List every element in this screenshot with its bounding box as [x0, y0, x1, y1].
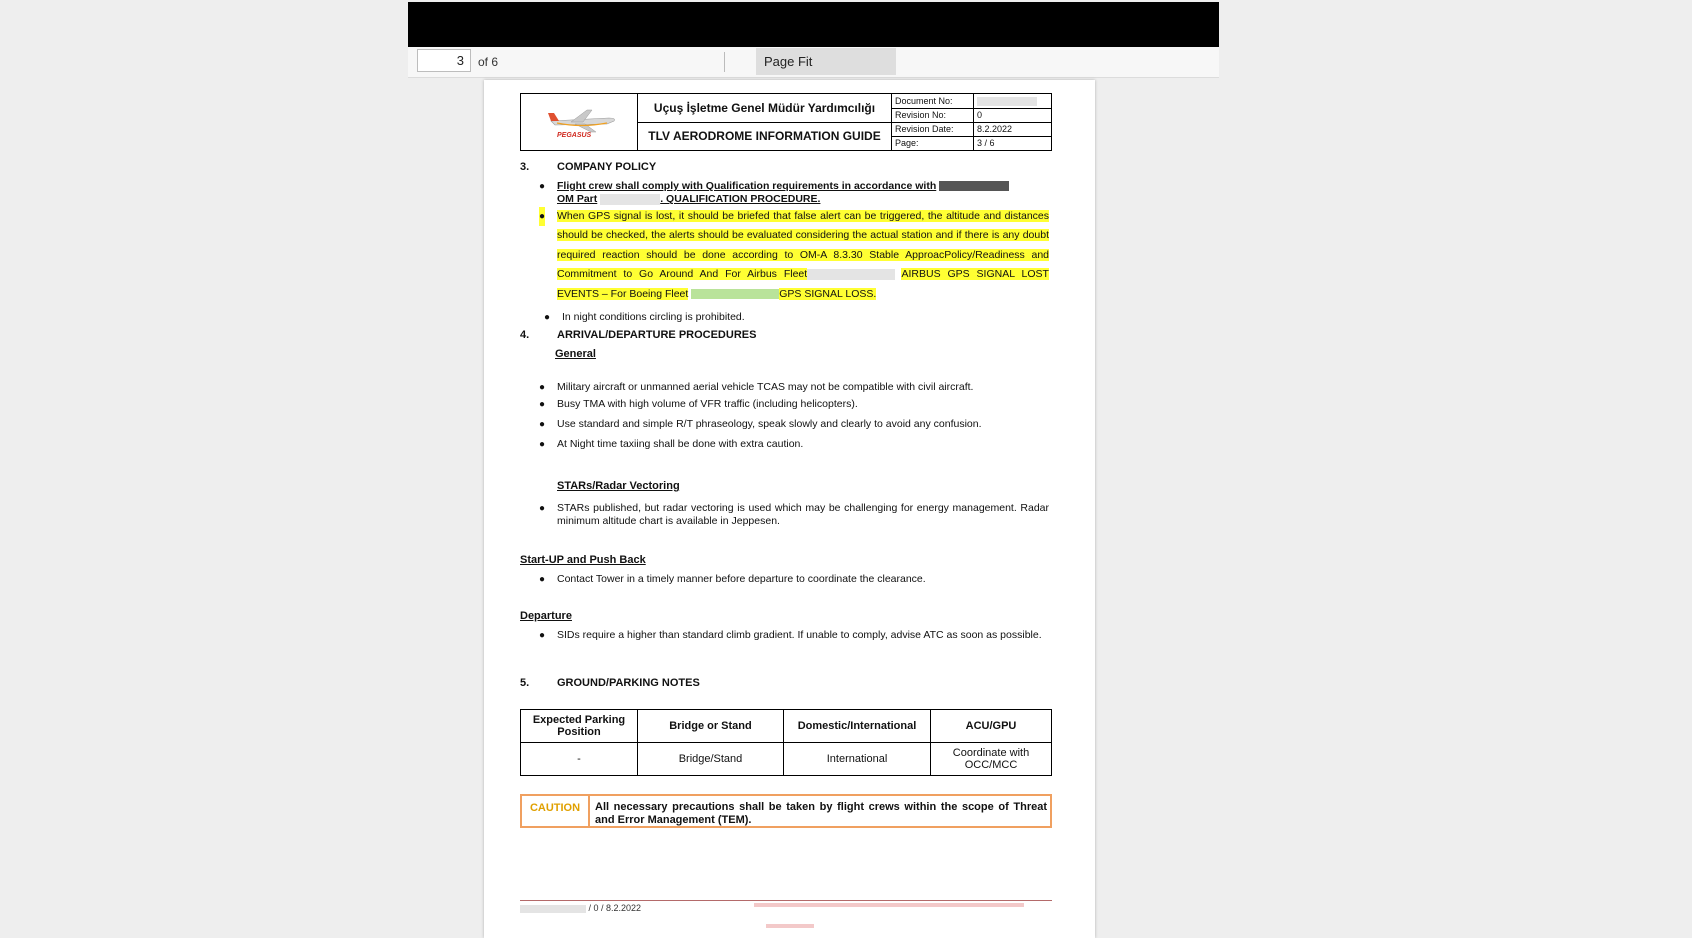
- list-item: ● Busy TMA with high volume of VFR traffic (including helicopters).: [539, 398, 858, 410]
- airplane-logo-icon: [521, 94, 637, 150]
- bullet-icon: ●: [539, 574, 546, 585]
- bullet-icon: ●: [539, 181, 546, 192]
- bullet-icon: ●: [539, 439, 546, 450]
- meta-document-no: Document No:: [892, 94, 1052, 109]
- document-subtitle: TLV AERODROME INFORMATION GUIDE: [648, 129, 881, 143]
- meta-revision-date: Revision Date: 8.2.2022: [892, 122, 1052, 137]
- table-row: [521, 743, 1052, 776]
- bullet-icon: ●: [539, 503, 546, 514]
- redaction-block: [977, 97, 1037, 106]
- section-5-title: GROUND/PARKING NOTES: [557, 677, 700, 689]
- table-header-cell: Bridge or Stand: [638, 710, 784, 743]
- section-5-number: 5.: [520, 677, 530, 689]
- illegible-text-block: [754, 903, 1024, 907]
- redaction-block: [600, 194, 660, 205]
- document-title: Uçuş İşletme Genel Müdür Yardımcılığı: [638, 94, 891, 123]
- parking-table: [520, 709, 1052, 776]
- subheading-departure: Departure: [520, 610, 572, 622]
- bullet-icon: ●: [539, 382, 546, 393]
- section-3-number: 3.: [520, 161, 530, 173]
- footer-revision: / 0 / 8.2.2022: [520, 903, 641, 913]
- redaction-block: [520, 905, 586, 913]
- document-meta: [892, 94, 1052, 150]
- section-3-title: COMPANY POLICY: [557, 161, 657, 173]
- document-header-table: [520, 93, 1052, 151]
- list-item: ● STARs published, but radar vectoring is used which may be challenging for energy management. Radar minimum altitude chart is available in Jeppesen.: [539, 502, 1049, 527]
- toolbar-separator: [724, 52, 725, 72]
- table-header-cell: Domestic/International: [784, 710, 931, 743]
- list-item-gps-highlight: ● When GPS signal is lost, it should be briefed that false alert can be triggered, the altitude and distances should be checked, the alerts should be evaluated considering the actual station and if there is any doubt required reaction should be done according to OM-A 8.3.30 Stable ApproacPolicy/Readiness and Commitment to Go Around And For Airbus Fleet AIRBUS GPS SIGNAL LOST EVENTS – For Boeing Fleet GPS SIGNAL LOSS.: [557, 207, 1049, 304]
- footer-notice-text: [754, 902, 1054, 908]
- table-cell: Bridge/Stand: [638, 743, 784, 776]
- redaction-block: [939, 181, 1009, 191]
- viewer-top-bar: [408, 2, 1219, 47]
- list-item: ● In night conditions circling is prohibited.: [544, 311, 745, 323]
- subheading-start-up-push-back: Start-UP and Push Back: [520, 554, 646, 566]
- zoom-mode-select[interactable]: Page Fit: [756, 48, 896, 75]
- list-item: ● At Night time taxiing shall be done with extra caution.: [539, 438, 804, 450]
- bullet-icon: ●: [539, 419, 546, 430]
- redaction-block: [691, 289, 779, 299]
- footer-divider: [520, 900, 1052, 901]
- illegible-text-block: [766, 924, 814, 928]
- page-count-label: of 6: [478, 55, 499, 69]
- bullet-icon: ●: [544, 312, 551, 323]
- bullet-icon: ●: [539, 630, 546, 641]
- table-header-cell: ACU/GPU: [931, 710, 1052, 743]
- caution-text: All necessary precautions shall be taken by flight crews within the scope of Threat and Error Management (TEM).: [595, 801, 1047, 826]
- list-item: ● Flight crew shall comply with Qualification requirements in accordance with OM Part . QUALIFICATION PROCEDURE.: [557, 180, 1049, 206]
- table-header-cell: Expected Parking Position: [521, 710, 638, 743]
- viewer-toolbar: [408, 47, 1219, 78]
- subheading-general: General: [555, 348, 596, 360]
- list-item: ● Contact Tower in a timely manner before departure to coordinate the clearance.: [539, 573, 926, 585]
- section-4-number: 4.: [520, 329, 530, 341]
- bullet-icon: ●: [539, 399, 546, 410]
- list-item: ● Use standard and simple R/T phraseology, speak slowly and clearly to avoid any confusion.: [539, 418, 982, 430]
- meta-revision-no: Revision No: 0: [892, 108, 1052, 123]
- table-cell: International: [784, 743, 931, 776]
- footer-classification-text: [766, 923, 814, 929]
- caution-label: CAUTION: [522, 796, 590, 826]
- page-number-input[interactable]: [417, 49, 471, 72]
- meta-page: Page: 3 / 6: [892, 136, 1052, 150]
- table-cell: -: [521, 743, 638, 776]
- table-cell: Coordinate with OCC/MCC: [931, 743, 1052, 776]
- document-page: [484, 80, 1095, 938]
- section-4-title: ARRIVAL/DEPARTURE PROCEDURES: [557, 329, 757, 341]
- list-item: ● Military aircraft or unmanned aerial vehicle TCAS may not be compatible with civil aircraft.: [539, 381, 974, 393]
- company-logo: [521, 94, 638, 150]
- table-header-row: [521, 710, 1052, 743]
- bullet-icon: ●: [539, 207, 545, 226]
- logo-wordmark: PEGASUS: [557, 132, 592, 139]
- redaction-block: [807, 269, 895, 280]
- subheading-stars-radar-vectoring: STARs/Radar Vectoring: [557, 480, 680, 492]
- list-item: ● SIDs require a higher than standard climb gradient. If unable to comply, advise ATC as soon as possible.: [539, 629, 1042, 641]
- caution-box: [520, 794, 1052, 828]
